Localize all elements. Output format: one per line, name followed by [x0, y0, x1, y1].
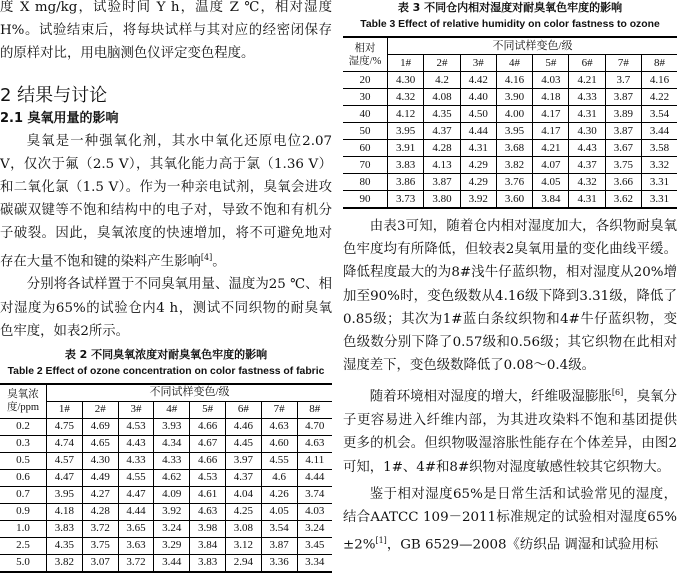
table3-cell: 3.87 — [605, 123, 641, 140]
table3-cell: 3.67 — [605, 140, 641, 157]
table3-col-header: 1# — [388, 55, 424, 72]
table2-cell: 4.55 — [261, 452, 297, 469]
table3-cell: 4.31 — [569, 106, 605, 123]
table2-cell: 4.53 — [190, 469, 226, 486]
subsection-heading: 2.1 臭氧用量的影响 — [0, 110, 332, 128]
table3-cell: 4.31 — [569, 191, 605, 209]
table2-row-label: 0.7 — [0, 486, 47, 503]
table3-cell: 4.32 — [569, 174, 605, 191]
table2-cell: 3.74 — [297, 486, 332, 503]
table2-cell: 4.11 — [297, 452, 332, 469]
table2-cell: 4.25 — [225, 503, 261, 520]
citation-4: [4] — [201, 253, 212, 262]
table2-cell: 3.98 — [190, 520, 226, 537]
table3-caption-zh: 表 3 不同仓内相对湿度对耐臭氧色牢度的影响 — [343, 0, 677, 16]
table3-cell: 3.87 — [424, 174, 460, 191]
table2-row — [0, 520, 332, 537]
table3-cell: 4.29 — [460, 174, 496, 191]
table3-cell: 3.60 — [496, 191, 532, 209]
table2-cell: 3.54 — [261, 520, 297, 537]
table2-row — [0, 503, 332, 520]
table3-cell: 4.32 — [388, 89, 424, 106]
table2-cell: 4.04 — [225, 486, 261, 503]
table3-cell: 4.40 — [460, 89, 496, 106]
table2-cell: 3.95 — [47, 486, 83, 503]
table2-cell: 4.67 — [190, 435, 226, 452]
table2-row — [0, 452, 332, 469]
table2-cell: 4.63 — [261, 418, 297, 435]
table3-cell: 4.08 — [424, 89, 460, 106]
table2-cell: 3.44 — [154, 554, 190, 572]
table2-row — [0, 537, 332, 554]
table2-cell: 3.92 — [154, 503, 190, 520]
table2-caption-zh: 表 2 不同臭氧浓度对耐臭氧色牢度的影响 — [0, 347, 332, 363]
table2-row-label: 0.9 — [0, 503, 47, 520]
left-column — [0, 0, 332, 573]
table2-cell: 3.12 — [225, 537, 261, 554]
table3-cell: 3.95 — [388, 123, 424, 140]
table2-cell: 3.97 — [225, 452, 261, 469]
table2-col-header: 8# — [297, 401, 332, 418]
table2-cell: 4.66 — [190, 418, 226, 435]
table3-col-header: 6# — [569, 55, 605, 72]
table3-cell: 4.35 — [424, 106, 460, 123]
table2-cell: 3.83 — [47, 520, 83, 537]
table3-cell: 3.91 — [388, 140, 424, 157]
table3-cell: 4.31 — [460, 140, 496, 157]
table3-cell: 4.13 — [424, 157, 460, 174]
table3-col-header: 2# — [424, 55, 460, 72]
table3-cell: 3.66 — [605, 174, 641, 191]
table2-col-header: 4# — [154, 401, 190, 418]
table2-col-header: 2# — [82, 401, 118, 418]
table3-cell: 3.87 — [605, 89, 641, 106]
table3-row-label: 70 — [343, 157, 388, 174]
table3-corner-header: 相对 湿度/% — [343, 37, 388, 72]
table3-col-header: 7# — [605, 55, 641, 72]
table3-cell: 4.50 — [460, 106, 496, 123]
table2-cell: 4.33 — [118, 452, 154, 469]
table2-caption-en: Table 2 Effect of ozone concentration on color fastness of fabric — [0, 365, 332, 379]
table2-cell: 4.18 — [47, 503, 83, 520]
table3-cell: 3.7 — [605, 72, 641, 89]
table2-cell: 3.34 — [297, 554, 332, 572]
table2-row-label: 0.3 — [0, 435, 47, 452]
table3-cell: 4.12 — [388, 106, 424, 123]
table2-cell: 3.24 — [297, 520, 332, 537]
table2-cell: 3.87 — [261, 537, 297, 554]
table2-group-header: 不同试样变色/级 — [47, 384, 333, 402]
table3-cell: 4.21 — [569, 72, 605, 89]
table3-cell: 3.75 — [605, 157, 641, 174]
table3-cell: 3.90 — [496, 89, 532, 106]
table3-row-label: 20 — [343, 72, 388, 89]
table3-col-header: 8# — [642, 55, 677, 72]
table3-cell: 3.82 — [496, 157, 532, 174]
table3-cell: 3.89 — [605, 106, 641, 123]
table2-cell: 3.75 — [82, 537, 118, 554]
right-column — [343, 0, 677, 557]
table2-cell: 4.55 — [118, 469, 154, 486]
table3-row — [343, 157, 677, 174]
citation-6: [6] — [612, 388, 623, 397]
table2-cell: 3.24 — [154, 520, 190, 537]
table3-cell: 4.33 — [569, 89, 605, 106]
table2-cell: 3.93 — [154, 418, 190, 435]
table2-row-label: 2.5 — [0, 537, 47, 554]
table2-cell: 3.36 — [261, 554, 297, 572]
table3-cell: 4.21 — [533, 140, 569, 157]
table2-cell: 2.94 — [225, 554, 261, 572]
table3-col-header: 3# — [460, 55, 496, 72]
table2-cell: 4.35 — [47, 537, 83, 554]
table3-cell: 3.68 — [496, 140, 532, 157]
table2-cell: 4.63 — [297, 435, 332, 452]
table2-col-header: 3# — [118, 401, 154, 418]
table3-cell: 3.54 — [642, 106, 677, 123]
table2-cell: 4.34 — [154, 435, 190, 452]
table3-cell: 3.73 — [388, 191, 424, 209]
table3-cell: 3.58 — [642, 140, 677, 157]
section-heading: 2 结果与讨论 — [0, 84, 332, 108]
table2-col-header: 6# — [225, 401, 261, 418]
table2-row — [0, 554, 332, 572]
table2-cell: 3.08 — [225, 520, 261, 537]
humidity-paragraph: 由表3可知，随着仓内相对湿度加大，各织物耐臭氧色牢度均有所降低，但较表2臭氧用量的变化曲线平缓。降低程度最大的为8#浅牛仔蓝织物，相对湿度从20%增加至90%时，变色级数从4.16级下降到3.31级，降低了0.85级；其次为1#蓝白条纹织物和4#牛仔蓝织物，变色级数分别下降了0.57级和0.56级；其它织物在此相对湿度差下，变色级数降低了0.08～0.4级。 — [343, 215, 677, 377]
table3-cell: 3.76 — [496, 174, 532, 191]
table2-cell: 3.63 — [118, 537, 154, 554]
table3-cell: 4.03 — [533, 72, 569, 89]
table3-cell: 4.16 — [642, 72, 677, 89]
table3-cell: 3.44 — [642, 123, 677, 140]
table3-cell: 3.31 — [642, 191, 677, 209]
table3-cell: 4.17 — [533, 123, 569, 140]
table2-row — [0, 418, 332, 435]
standard-paragraph: 鉴于相对湿度65%是日常生活和试验常见的湿度，结合AATCC 109－2011标准规定的试验相对湿度65%±2%[1]，GB 6529—2008《纺织品 调湿和试验用标 — [343, 483, 677, 557]
table3-row-label: 60 — [343, 140, 388, 157]
table3-cell: 4.07 — [533, 157, 569, 174]
table2-cell: 3.45 — [297, 537, 332, 554]
intro-paragraph: 度 X mg/kg，试验时间 Y h，温度 Z ℃，相对湿度 H%。试验结束后，将每块试样与其对应的经密闭保存的原样对比，用电脑测色仪评定变色程度。 — [0, 0, 332, 66]
table3-row-label: 80 — [343, 174, 388, 191]
table2-cell: 4.30 — [82, 452, 118, 469]
table3 — [343, 36, 677, 209]
citation-1: [1] — [375, 536, 386, 545]
table2-row-label: 0.2 — [0, 418, 47, 435]
table3-cell: 4.30 — [388, 72, 424, 89]
ozone-paragraph: 臭氧是一种强氧化剂，其水中氧化还原电位2.07 V，仅次于氟（2.5 V），其氧化能力高于氯（1.36 V）和二氧化氯（1.5 V）。作为一种亲电试剂，臭氧会进攻碳碳双键等不饱和结构中的电子对，导致不饱和有机分子破裂。因此，臭氧浓度的快速增加，将不可避免地对存在大量不饱和键的染料产生影响[4]。 — [0, 130, 332, 274]
table2-cell: 4.33 — [154, 452, 190, 469]
table2-cell: 4.44 — [297, 469, 332, 486]
table2-cell: 4.49 — [82, 469, 118, 486]
table2-cell: 4.46 — [225, 418, 261, 435]
table3-row — [343, 123, 677, 140]
table2-row-label: 0.6 — [0, 469, 47, 486]
table3-cell: 4.44 — [460, 123, 496, 140]
table2-cell: 4.61 — [190, 486, 226, 503]
table2-cell: 3.65 — [118, 520, 154, 537]
table2-row-label: 5.0 — [0, 554, 47, 572]
table3-cell: 4.16 — [496, 72, 532, 89]
table2-col-header: 7# — [261, 401, 297, 418]
table3-cell: 4.22 — [642, 89, 677, 106]
table3-caption-en: Table 3 Effect of relative humidity on color fastness to ozone — [343, 18, 677, 32]
table2-row — [0, 486, 332, 503]
table3-cell: 4.17 — [533, 106, 569, 123]
table3-row — [343, 140, 677, 157]
table3-row-label: 90 — [343, 191, 388, 209]
table2-cell: 4.28 — [82, 503, 118, 520]
table3-cell: 4.37 — [569, 157, 605, 174]
table3-cell: 3.83 — [388, 157, 424, 174]
table2-cell: 4.75 — [47, 418, 83, 435]
table3-cell: 4.18 — [533, 89, 569, 106]
swelling-paragraph: 随着环境相对湿度的增大，纤维吸湿膨胀[6]，臭氧分子更容易进入纤维内部，为其进攻染料不饱和基团提供更多的机会。但织物吸湿溶胀性能存在个体差异，由图2可知，1#、4#和8#织物对湿度敏感性较其它织物大。 — [343, 381, 677, 478]
table3-row-label: 50 — [343, 123, 388, 140]
table3-col-header: 5# — [533, 55, 569, 72]
table2-cell: 4.57 — [47, 452, 83, 469]
table2-cell: 4.65 — [82, 435, 118, 452]
table3-cell: 4.43 — [569, 140, 605, 157]
table3-cell: 3.62 — [605, 191, 641, 209]
table2-cell: 4.62 — [154, 469, 190, 486]
table3-row-label: 30 — [343, 89, 388, 106]
table2-cell: 4.37 — [225, 469, 261, 486]
table2-cell: 3.83 — [190, 554, 226, 572]
table2-cell: 4.45 — [225, 435, 261, 452]
table3-cell: 3.84 — [533, 191, 569, 209]
table3-group-header: 不同试样变色/级 — [388, 37, 677, 55]
table3-row — [343, 89, 677, 106]
table3-cell: 4.2 — [424, 72, 460, 89]
table2-row — [0, 435, 332, 452]
table2-cell: 4.60 — [261, 435, 297, 452]
table3-cell: 3.32 — [642, 157, 677, 174]
table2-cell: 3.07 — [82, 554, 118, 572]
table2-col-header: 5# — [190, 401, 226, 418]
table2-row-label: 0.5 — [0, 452, 47, 469]
table2-cell: 4.69 — [82, 418, 118, 435]
table2-row — [0, 469, 332, 486]
table3-row-label: 40 — [343, 106, 388, 123]
table2-cell: 3.82 — [47, 554, 83, 572]
table3-row — [343, 106, 677, 123]
table2-cell: 4.26 — [261, 486, 297, 503]
table3-cell: 3.80 — [424, 191, 460, 209]
table2-cell: 3.72 — [118, 554, 154, 572]
table3-cell: 4.05 — [533, 174, 569, 191]
table2 — [0, 383, 332, 573]
table3-cell: 4.30 — [569, 123, 605, 140]
table2-cell: 4.27 — [82, 486, 118, 503]
table3-cell: 4.00 — [496, 106, 532, 123]
table2-cell: 4.44 — [118, 503, 154, 520]
table2-cell: 4.6 — [261, 469, 297, 486]
table2-corner-header: 臭氧浓 度/ppm — [0, 384, 47, 419]
table2-cell: 4.05 — [261, 503, 297, 520]
table2-row-label: 1.0 — [0, 520, 47, 537]
method-paragraph: 分别将各试样置于不同臭氧用量、温度为25 ℃、相对湿度为65%的试验仓内4 h，测试不同织物的耐臭氧色牢度，如表2所示。 — [0, 273, 332, 343]
table2-cell: 3.29 — [154, 537, 190, 554]
table3-cell: 3.86 — [388, 174, 424, 191]
table2-cell: 4.43 — [118, 435, 154, 452]
table2-cell: 3.72 — [82, 520, 118, 537]
table3-cell: 3.92 — [460, 191, 496, 209]
table3-cell: 4.42 — [460, 72, 496, 89]
table3-cell: 4.29 — [460, 157, 496, 174]
table2-cell: 4.74 — [47, 435, 83, 452]
table2-cell: 4.47 — [118, 486, 154, 503]
table2-cell: 4.09 — [154, 486, 190, 503]
table2-cell: 4.53 — [118, 418, 154, 435]
table3-cell: 3.95 — [496, 123, 532, 140]
table3-cell: 4.28 — [424, 140, 460, 157]
table2-cell: 4.66 — [190, 452, 226, 469]
table2-cell: 4.63 — [190, 503, 226, 520]
table2-cell: 4.03 — [297, 503, 332, 520]
table2-cell: 4.70 — [297, 418, 332, 435]
table2-col-header: 1# — [47, 401, 83, 418]
table2-cell: 4.47 — [47, 469, 83, 486]
table3-row — [343, 72, 677, 89]
table3-row — [343, 174, 677, 191]
table3-row — [343, 191, 677, 209]
table2-cell: 3.84 — [190, 537, 226, 554]
table3-cell: 3.31 — [642, 174, 677, 191]
table3-cell: 4.37 — [424, 123, 460, 140]
table3-col-header: 4# — [496, 55, 532, 72]
